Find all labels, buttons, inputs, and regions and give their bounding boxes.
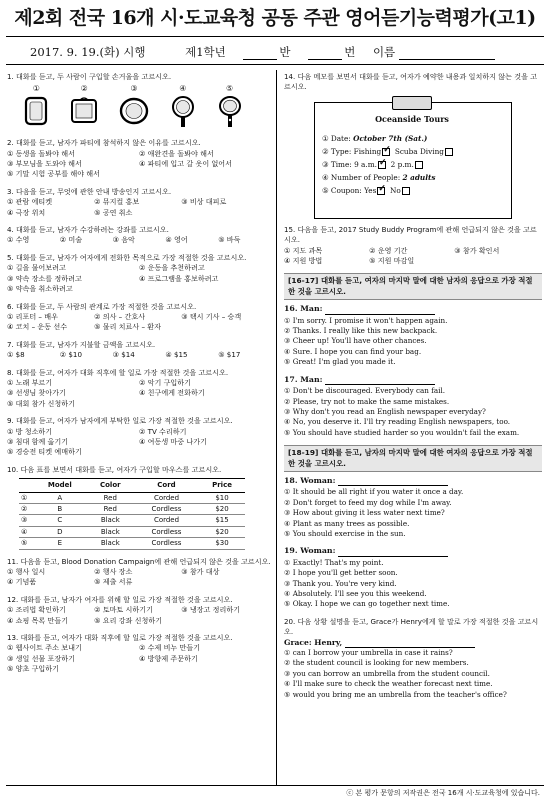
answer-options [7, 312, 271, 333]
answer-option[interactable]: ① 노래 부르기 [7, 377, 53, 387]
hand-mirror-icon [23, 95, 49, 129]
answer-option[interactable]: ④ 친구에게 전화하기 [139, 388, 205, 398]
table-row[interactable] [19, 526, 245, 537]
answer-option[interactable]: ③ 참가 대상 [181, 567, 220, 577]
answer-option[interactable]: ③ 냉장고 정리하기 [181, 605, 241, 615]
question-14 [284, 72, 542, 218]
answer-options [7, 149, 271, 180]
answer-option[interactable]: ① 지도 과목 [284, 245, 323, 255]
table-cell: ① [19, 492, 33, 503]
answer-option[interactable]: ④ 쇼핑 목록 만들기 [7, 615, 69, 625]
right-column [284, 72, 542, 707]
answer-option[interactable]: ② I hope you'll get better soon. [284, 568, 398, 578]
answer-option[interactable]: ④ 파티에 입고 갈 옷이 없어서 [139, 159, 233, 169]
answer-options [7, 235, 271, 245]
class-blank[interactable] [243, 49, 277, 60]
answer-option[interactable]: ③ Cheer up! You'll have other chances. [284, 336, 427, 346]
answer-option[interactable]: ⑤ 경승전 티켓 예매하기 [7, 447, 82, 457]
number-label: 번 [344, 45, 356, 59]
question-15 [284, 225, 542, 267]
option-number: ④ [179, 84, 187, 94]
table-cell: ④ [19, 526, 33, 537]
question-text: 10. 다음 표를 보면서 대화를 듣고, 여자가 구입할 마우스를 고르시오. [7, 464, 222, 474]
answer-option[interactable]: ④ Sure. I hope you can find your bag. [284, 346, 422, 356]
answer-options [7, 643, 271, 674]
answer-option[interactable]: ② Thanks. I really like this new backpack. [284, 326, 438, 336]
question-text: 1. 대화를 듣고, 두 사람이 구입할 손거울을 고르시오. [7, 72, 172, 81]
answer-option[interactable]: ③ 생일 선물 포장하기 [7, 653, 75, 663]
answer-option[interactable]: ① I'm sorry. I promise it won't happen again. [284, 315, 448, 325]
answer-option[interactable]: ④ Plant as many trees as possible. [284, 518, 410, 528]
question-text: 5. 대화를 듣고, 남자가 여자에게 전화한 목적으로 가장 적절한 것을 고르시오. [7, 252, 247, 262]
answer-options [284, 558, 542, 610]
answer-option[interactable]: ⑤ 양초 구입하기 [7, 664, 59, 674]
table-cell: Black [87, 515, 134, 526]
answer-option[interactable]: ⑤ 제출 서류 [94, 577, 133, 587]
table-cell: ② [19, 504, 33, 515]
memo-rows [322, 132, 453, 197]
table-header: Model [33, 479, 87, 492]
answer-option[interactable]: ② 뮤지컬 홍보 [94, 197, 140, 207]
table-cell: $20 [199, 526, 245, 537]
table-row[interactable] [19, 492, 245, 503]
mirror-option[interactable] [119, 84, 149, 131]
mouse-model-table [19, 478, 245, 549]
answer-option[interactable]: ⑤ 바둑 [218, 235, 241, 245]
question-text: 12. 대화를 듣고, 남자가 여자를 위해 할 일로 가장 적절한 것을 고르시오. [7, 594, 233, 604]
option-number: ③ [130, 84, 138, 94]
table-cell: Red [87, 504, 134, 515]
answer-option[interactable]: ② 행사 장소 [94, 567, 133, 577]
answer-option[interactable]: ③ 참가 확인서 [454, 245, 500, 255]
answer-option[interactable]: ② 의사 – 간호사 [94, 311, 146, 321]
exam-info-bar [30, 44, 535, 60]
answer-option[interactable]: ③ Why don't you read an English newspaper everyday? [284, 406, 486, 416]
table-cell: A [33, 492, 87, 503]
exam-date: 2017. 9. 19.(화) 시행 [30, 45, 146, 59]
answer-options [284, 316, 542, 368]
table-row[interactable] [19, 504, 245, 515]
question-6 [7, 302, 271, 333]
table-cell: Cordless [134, 526, 199, 537]
answer-option[interactable]: ④ $15 [165, 350, 188, 360]
answer-option[interactable]: ⑤ 요리 강좌 신청하기 [94, 615, 163, 625]
answer-options [284, 648, 542, 700]
answer-option[interactable]: ④ 코치 – 운동 선수 [7, 322, 68, 332]
answer-option[interactable]: ⑤ You should have studied harder so you wouldn't fail the exam. [284, 427, 520, 437]
answer-options [7, 605, 271, 626]
answer-option[interactable]: ③ 침대 함께 옮기기 [7, 436, 69, 446]
column-divider [276, 70, 277, 786]
question-text: 4. 대화를 듣고, 남자가 수강하려는 강좌를 고르시오. [7, 225, 169, 235]
question-12 [7, 595, 271, 626]
answer-option[interactable]: ② $10 [59, 350, 82, 360]
answer-option[interactable]: ① Don't be discouraged. Everybody can fail. [284, 386, 446, 396]
hand-mirror-icon [119, 95, 149, 129]
answer-option[interactable]: ③ 약속 장소를 정하려고 [7, 273, 82, 283]
speaker-line: 19. Woman: [284, 546, 542, 556]
answer-option[interactable]: ⑤ $17 [218, 350, 241, 360]
answer-option[interactable]: ① 수영 [7, 235, 30, 245]
table-header: Cord [134, 479, 199, 492]
answer-option[interactable]: ⑤ You should exercise in the sun. [284, 528, 406, 538]
option-number: ② [80, 84, 88, 94]
checked-box-icon [377, 187, 385, 195]
answer-option[interactable]: ① can I borrow your umbrella in case it rains? [284, 648, 453, 658]
answer-option[interactable]: ③ 선생님 찾아가기 [7, 388, 66, 398]
question-text: 7. 대화를 듣고, 남자가 지불할 금액을 고르시오. [7, 339, 156, 349]
memo-type-row: ② Type: Fishing✓ Scuba Diving [322, 145, 453, 158]
table-cell: E [33, 538, 87, 549]
answer-options [7, 350, 271, 360]
question-17 [284, 375, 542, 438]
answer-option[interactable]: ③ $14 [112, 350, 135, 360]
answer-option[interactable]: ⑤ Great! I'm glad you made it. [284, 357, 396, 367]
answer-option[interactable]: ⑤ would you bring me an umbrella from the teacher's office? [284, 689, 507, 699]
memo-title: Oceanside Tours [375, 113, 449, 124]
memo-time-row: ③ Time: 9 a.m.✓ 2 p.m. [322, 158, 453, 171]
question-7 [7, 340, 271, 361]
tour-memo [314, 96, 514, 218]
answer-options [7, 378, 271, 409]
option-number: ⑤ [225, 84, 234, 94]
question-8 [7, 368, 271, 410]
answer-option[interactable]: ② Please, try not to make the same mistakes. [284, 396, 450, 406]
answer-options [7, 197, 271, 218]
table-cell: ⑤ [19, 538, 33, 549]
question-2 [7, 138, 271, 180]
answer-options [7, 567, 271, 588]
header-top-rule [6, 36, 544, 37]
question-18 [284, 476, 542, 539]
empty-box-icon [415, 161, 423, 169]
header-bottom-rule [6, 64, 544, 65]
question-text: 2. 대화를 듣고, 남자가 파티에 참석하지 않은 이유를 고르시오. [7, 138, 201, 148]
answer-option[interactable]: ④ I'll make sure to check the weather forecast next time. [284, 679, 493, 689]
mirror-option[interactable] [170, 84, 196, 131]
table-cell: Corded [134, 515, 199, 526]
answer-option[interactable]: ② Don't forget to feed my dog while I'm away. [284, 497, 452, 507]
empty-box-icon [445, 148, 453, 156]
section-header-18-19: [18-19] 대화를 듣고, 남자의 마지막 말에 대한 여자의 응답으로 가장 적절한 것을 고르시오. [284, 445, 542, 472]
answer-option[interactable]: ③ 택시 기사 – 승객 [181, 311, 242, 321]
footer-rule [6, 785, 544, 786]
answer-option[interactable]: ② 운동을 추천하려고 [139, 263, 205, 273]
answer-option[interactable]: ② 수제 비누 만들기 [139, 643, 201, 653]
answer-option[interactable]: ⑤ 약속을 취소하려고 [7, 284, 73, 294]
answer-option[interactable]: ② the student council is looking for new members. [284, 658, 469, 668]
table-cell: $15 [199, 515, 245, 526]
answer-option[interactable]: ④ 지원 방법 [284, 256, 323, 266]
hand-mirror-icon [70, 95, 98, 129]
answer-option[interactable]: ① 길을 물어보려고 [7, 263, 66, 273]
table-header: Price [199, 479, 245, 492]
class-label: 반 [279, 45, 291, 59]
grade-label: 제1학년 [185, 45, 226, 59]
question-20 [284, 617, 542, 700]
question-16 [284, 304, 542, 367]
answer-option[interactable]: ② TV 수리하기 [139, 426, 187, 436]
question-text: 13. 대화를 듣고, 여자가 대화 직후에 할 일로 가장 적절한 것을 고르시오. [7, 633, 233, 643]
answer-option[interactable]: ④ 여동생 마중 나가기 [139, 436, 207, 446]
hand-mirror-icon [217, 95, 243, 131]
answer-option[interactable]: ④ 극장 위치 [7, 207, 46, 217]
answer-option[interactable]: ① Exactly! That's my point. [284, 557, 384, 567]
number-blank[interactable] [308, 49, 342, 60]
table-cell: ③ [19, 515, 33, 526]
table-cell: Cordless [134, 538, 199, 549]
table-row[interactable] [19, 538, 245, 549]
question-19 [284, 546, 542, 609]
table-cell: $30 [199, 538, 245, 549]
mirror-option[interactable] [70, 84, 98, 131]
empty-box-icon [402, 187, 410, 195]
checked-box-icon [378, 161, 386, 169]
question-10 [7, 465, 271, 550]
question-text: 9. 대화를 듣고, 여자가 남자에게 부탁한 일로 가장 적절한 것을 고르시오. [7, 416, 233, 426]
question-text: 15. 다음을 듣고, 2017 Study Buddy Program에 관해 언급되지 않은 것을 고르시오. [284, 224, 537, 245]
answer-option[interactable]: ⑤ 지원 마감일 [369, 256, 415, 266]
hand-mirror-icon [170, 95, 196, 131]
table-cell: D [33, 526, 87, 537]
table-cell: $10 [199, 492, 245, 503]
answer-option[interactable]: ③ 비상 대피로 [181, 197, 227, 207]
table-cell: Cordless [134, 504, 199, 515]
answer-option[interactable]: ① $8 [7, 350, 25, 360]
table-cell: $20 [199, 504, 245, 515]
answer-option[interactable]: ④ 방향제 주문하기 [139, 653, 198, 663]
answer-option[interactable]: ⑤ 기말 시험 공부를 해야 해서 [7, 169, 101, 179]
answer-option[interactable]: ② 미술 [59, 235, 83, 245]
question-text: 8. 대화를 듣고, 여자가 대화 직후에 할 일로 가장 적절한 것을 고르시오. [7, 367, 229, 377]
answer-option[interactable]: ① 조리법 확인하기 [7, 605, 66, 615]
speaker-line: Grace: Henry, [284, 638, 542, 648]
answer-option[interactable]: ① It should be all right if you water it once a day. [284, 487, 464, 497]
answer-option[interactable]: ③ 부모님을 도와야 해서 [7, 159, 82, 169]
table-cell: B [33, 504, 87, 515]
question-9 [7, 416, 271, 458]
answer-option[interactable]: ② 애완견을 돌봐야 해서 [139, 148, 214, 158]
answer-option[interactable]: ⑤ 대회 참가 신청하기 [7, 398, 75, 408]
answer-options [284, 246, 542, 267]
left-column [7, 72, 271, 682]
answer-option[interactable]: ④ Absolutely. I'll see you this weekend. [284, 589, 427, 598]
answer-option[interactable]: ⑤ 물리 치료사 – 환자 [94, 322, 162, 332]
answer-option[interactable]: ④ 영어 [165, 235, 188, 245]
speaker-line: 16. Man: [284, 304, 542, 314]
answer-option[interactable]: ② 운영 기간 [369, 245, 408, 255]
answer-option[interactable]: ④ 기념품 [7, 577, 37, 587]
answer-option[interactable]: ③ Thank you. You're very kind. [284, 578, 397, 588]
answer-options [284, 487, 542, 539]
table-cell: C [33, 515, 87, 526]
answer-option[interactable]: ⑤ Okay. I hope we can go together next time. [284, 599, 450, 609]
answer-option[interactable]: ② 악기 구입하기 [139, 377, 191, 387]
answer-options [7, 427, 271, 458]
question-text: 6. 대화를 듣고, 두 사람의 관계로 가장 적절한 것을 고르시오. [7, 301, 197, 311]
answer-option[interactable]: ① 행사 일시 [7, 567, 46, 577]
memo-people-row: ④ Number of People: 2 adults [322, 172, 436, 182]
answer-option[interactable]: ④ No, you deserve it. I'll try reading English newspapers, too. [284, 417, 511, 427]
question-11 [7, 557, 271, 588]
table-row[interactable] [19, 515, 245, 526]
answer-option[interactable]: ② 토마토 시하기기 [94, 605, 153, 615]
answer-options [284, 386, 542, 438]
memo-coupon-row: ⑤ Coupon: Yes✓ No [322, 184, 453, 197]
question-5 [7, 253, 271, 295]
question-text: 20. 다음 상황 설명을 듣고, Grace가 Henry에게 할 말로 가장 적절한 것을 고르시오. [284, 616, 539, 637]
question-text: 11. 다음을 듣고, Blood Donation Campaign에 관해 언급되지 않은 것을 고르시오. [7, 556, 271, 566]
option-number: ① [32, 84, 40, 94]
speaker-line: 18. Woman: [284, 476, 542, 486]
question-4 [7, 225, 271, 246]
question-text: 3. 다음을 듣고, 무엇에 관한 안내 방송인지 고르시오. [7, 186, 172, 196]
mirror-option[interactable] [23, 84, 49, 131]
answer-option[interactable]: ① 동생을 돌봐야 해서 [7, 148, 75, 158]
answer-option[interactable]: ③ 음악 [112, 235, 135, 245]
table-cell: Black [87, 526, 134, 537]
table-cell: Corded [134, 492, 199, 503]
answer-option[interactable]: ① 리포터 – 배우 [7, 311, 58, 321]
clip-icon [392, 96, 432, 110]
question-13 [7, 633, 271, 675]
memo-date-row: ① Date: October 7th (Sat.) [322, 133, 428, 143]
table-cell: Red [87, 492, 134, 503]
answer-option[interactable]: ① 웹사이트 주소 보내기 [7, 643, 82, 653]
answer-option[interactable]: ① 방 청소하기 [7, 426, 53, 436]
answer-option[interactable]: ③ you can borrow an umbrella from the student council. [284, 668, 490, 678]
mirror-choices [13, 84, 253, 131]
speaker-line: 17. Man: [284, 375, 542, 385]
question-1 [7, 72, 271, 131]
table-header: Color [87, 479, 134, 492]
mirror-option[interactable] [217, 84, 243, 131]
name-label: 이름 [372, 45, 396, 59]
answer-option[interactable]: ① 관람 에티켓 [7, 197, 53, 207]
answer-options [7, 263, 271, 294]
answer-option[interactable]: ③ How about giving it less water next time? [284, 508, 445, 518]
copyright-footer: ⓒ 본 평가 문항의 저작권은 전국 16개 시·도교육청에 있습니다. [346, 789, 540, 797]
answer-option[interactable]: ⑤ 공연 취소 [94, 207, 133, 217]
name-blank[interactable] [399, 49, 495, 60]
answer-option[interactable]: ④ 프로그램을 홍보하려고 [139, 273, 219, 283]
table-cell: Black [87, 538, 134, 549]
question-text: 14. 다음 메모를 보면서 대화를 듣고, 여자가 예약한 내용과 일치하지 않는 것을 고르시오. [284, 72, 538, 92]
checked-box-icon [382, 148, 390, 156]
question-3 [7, 187, 271, 218]
exam-title: 제2회 전국 16개 시·도교육청 공동 주관 영어듣기능력평가(고1) [14, 7, 536, 29]
table-header [19, 479, 33, 492]
section-header-16-17: [16-17] 대화를 듣고, 여자의 마지막 말에 대한 남자의 응답으로 가장 적절한 것을 고르시오. [284, 273, 542, 300]
